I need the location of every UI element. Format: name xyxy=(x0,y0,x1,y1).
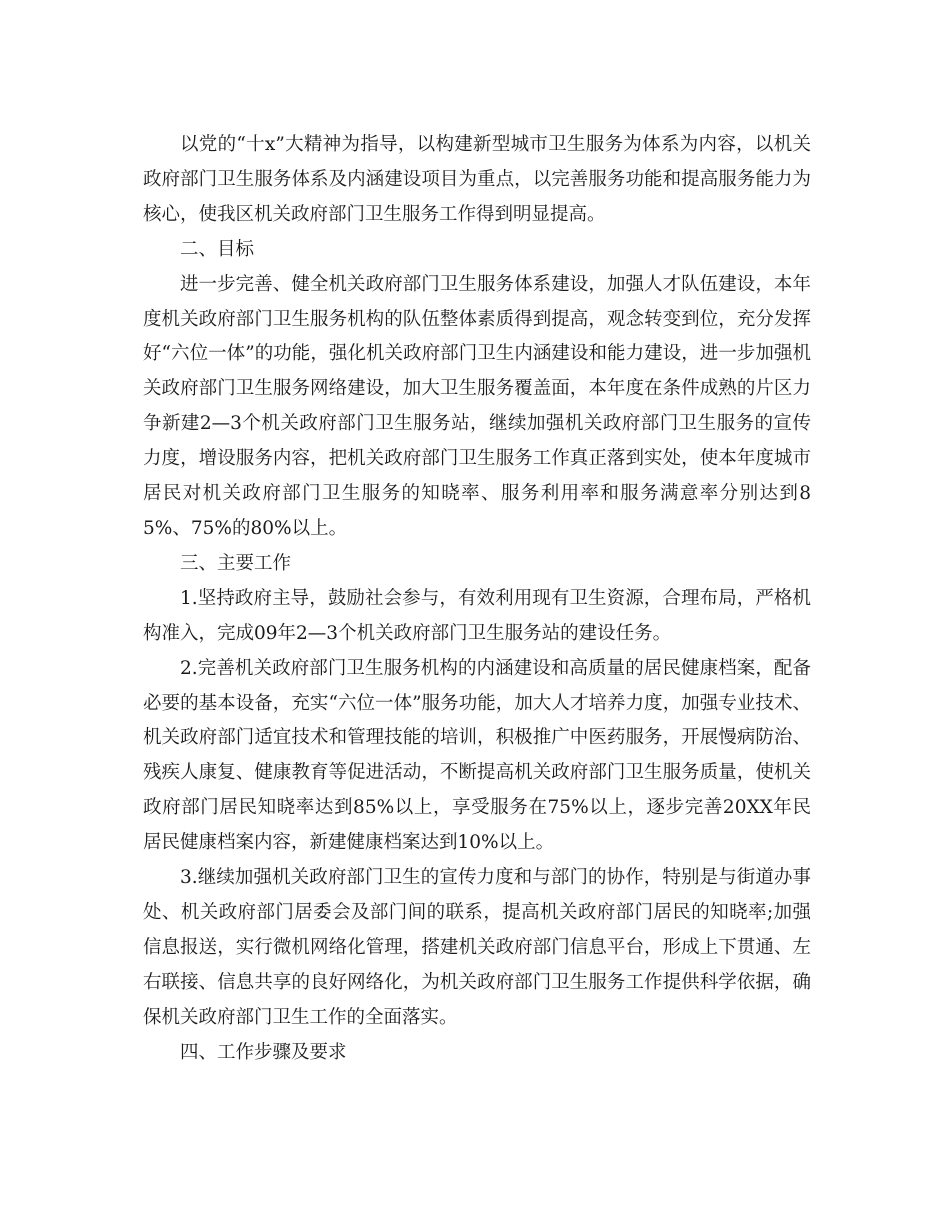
section-heading-steps: 四、工作步骤及要求 xyxy=(180,1041,347,1063)
section-heading-main-work: 三、主要工作 xyxy=(180,552,292,574)
paragraph-work-item-2: 2.完善机关政府部门卫生服务机构的内涵建设和高质量的居民健康档案，配备必要的基本设备，充实“六位一体”服务功能，加大人才培养力度，加强专业技术、机关政府部门适宜技术和管理技能的培训，积极推广中医药服务，开展慢病防治、残疾人康复、健康教育等促进活动，不断提高机关政府部门卫生服务质量，使机关政府部门居民知晓率达到85%以上，享受服务在75%以上，逐步完善20XX年民居民健康档案内容，新建健康档案达到10%以上。 xyxy=(143,657,811,854)
paragraph-goals: 进一步完善、健全机关政府部门卫生服务体系建设，加强人才队伍建设，本年度机关政府部门卫生服务机构的队伍整体素质得到提高，观念转变到位，充分发挥好“六位一体”的功能，强化机关政府部门卫生内涵建设和能力建设，进一步加强机关政府部门卫生服务网络建设，加大卫生服务覆盖面，本年度在条件成熟的片区力争新建2—3个机关政府部门卫生服务站，继续加强机关政府部门卫生服务的宣传力度，增设服务内容，把机关政府部门卫生服务工作真正落到实处，使本年度城市居民对机关政府部门卫生服务的知晓率、服务利用率和服务满意率分别达到85%、75%的80%以上。 xyxy=(143,273,811,539)
document-body xyxy=(143,128,811,1070)
paragraph-work-item-3: 3.继续加强机关政府部门卫生的宣传力度和与部门的协作，特别是与街道办事处、机关政府部门居委会及部门间的联系，提高机关政府部门居民的知晓率;加强信息报送，实行微机网络化管理，搭建机关政府部门信息平台，形成上下贯通、左右联接、信息共享的良好网络化，为机关政府部门卫生服务工作提供科学依据，确保机关政府部门卫生工作的全面落实。 xyxy=(143,867,811,1028)
section-heading-goals: 二、目标 xyxy=(180,238,255,260)
paragraph-guiding-principle: 以党的“十x”大精神为指导，以构建新型城市卫生服务为体系为内容，以机关政府部门卫生服务体系及内涵建设项目为重点，以完善服务功能和提高服务能力为核心，使我区机关政府部门卫生服务工作得到明显提高。 xyxy=(143,134,811,225)
paragraph-work-item-1: 1.坚持政府主导，鼓励社会参与，有效利用现有卫生资源，合理布局，严格机构准入，完成09年2—3个机关政府部门卫生服务站的建设任务。 xyxy=(143,587,811,644)
